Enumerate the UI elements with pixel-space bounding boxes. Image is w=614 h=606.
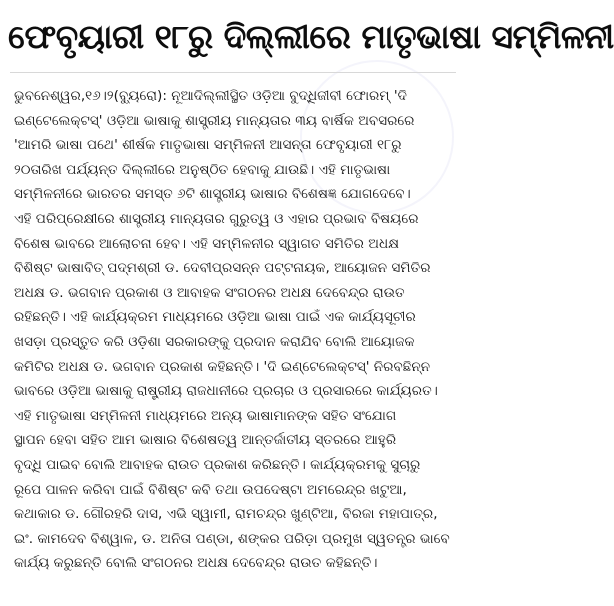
article-line-8: ବିଶିଷ୍ଟ ଭାଷାବିତ୍ ପଦ୍ମଶ୍ରୀ ଡ. ଦେବୀପ୍ରସନ୍ନ ପଟ୍ଟନାୟକ, ଆୟୋଜନ ସମିତିର — [14, 260, 431, 277]
article-line-3: 'ଆମରି ଭାଷା ପଥେ' ଶୀର୍ଷକ ମାତୃଭାଷା ସମ୍ମିଳନୀ ଆସନ୍ତା ଫେବୃୟାରୀ ୧୮ରୁ — [14, 137, 402, 154]
article-line-20: କାର୍ଯ୍ୟ କରୁଛନ୍ତି ବୋଲି ସଂଗଠନର ଅଧକ୍ଷ ଦେବେନ୍ଦ୍ର ରାଉତ କହିଛନ୍ତି। — [14, 555, 378, 572]
article-headline: ଫେବୃୟାରୀ ୧୮ରୁ ଦିଲ୍ଲୀରେ ମାତୃଭାଷା ସମ୍ମିଳନୀ — [8, 17, 614, 56]
article-line-16: ବୃଦ୍ଧି ପାଇବ ବୋଲି ଆବାହକ ରାଉତ ପ୍ରକାଶ କରିଛନ୍ତି। କାର୍ଯ୍ୟକ୍ରମକୁ ସୁଚାରୁ — [14, 456, 421, 473]
article-line-6: ଏହି ପରିପ୍ରେକ୍ଷୀରେ ଶାସ୍ତ୍ରୀୟ ମାନ୍ୟତାର ଗୁରୁତ୍ୱ ଓ ଏହାର ପ୍ରଭାବ ବିଷୟରେ — [14, 210, 419, 227]
article-line-18: କଥାକାର ଡ. ଗୌରହରି ଦାସ, ଏଭି ସ୍ୱାମୀ, ରାମଚନ୍ଦ୍ର ଖୁଣ୍ଟିଆ, ବିରଜା ମହାପାତ୍ର, — [14, 506, 438, 523]
article-line-7: ବିଶେଷ ଭାବରେ ଆଲୋଚନା ହେବ। ଏହି ସମ୍ମିଳନୀର ସ୍ୱାଗତ ସମିତିର ଅଧକ୍ଷ — [14, 235, 400, 252]
article-line-5: ସମ୍ମିଳନୀରେ ଭାରତର ସମସ୍ତ ୬ଟି ଶାସ୍ତ୍ରୀୟ ଭାଷାର ବିଶେଷଜ୍ଞ ଯୋଗଦେବେ। — [14, 186, 411, 203]
article-line-17: ରୂପେ ପାଳନ କରିବା ପାଇଁ ବିଶିଷ୍ଟ କବି ତଥା ଉପଦେଷ୍ଟା ଅମରେନ୍ଦ୍ର ଖଟୁଆ, — [14, 481, 407, 498]
article-line-9: ଅଧକ୍ଷ ଡ. ଭଗବାନ ପ୍ରକାଶ ଓ ଆବାହକ ସଂଗଠନର ଅଧକ୍ଷ ଦେବେନ୍ଦ୍ର ରାଉତ — [14, 284, 405, 301]
article-body — [14, 84, 454, 576]
article-line-2: ଇଣ୍ଟେଲେକ୍ଟସ୍' ଓଡ଼ିଆ ଭାଷାକୁ ଶାସ୍ତ୍ରୀୟ ମାନ୍ୟତାର ୩ୟ ବାର୍ଷିକ ଅବସରରେ — [14, 112, 415, 129]
article-line-19: ଇଂ. କାମଦେବ ବିଶ୍ୱାଳ, ଡ. ଅନିତା ପଣ୍ଡା, ଶଙ୍କର ପରିଡ଼ା ପ୍ରମୁଖ ସ୍ୱତନ୍ତ୍ର ଭାବେ — [14, 530, 450, 547]
article-line-12: କମିଟିର ଅଧକ୍ଷ ଡ. ଭଗବାନ ପ୍ରକାଶ କହିଛନ୍ତି। 'ଦି ଇଣ୍ଟେଲେକ୍ଟସ୍' ନିରବଛିନ୍ନ — [14, 358, 431, 375]
headline-divider — [10, 72, 456, 73]
article-line-4: ୨୦ତାରିଖ ପର୍ଯ୍ୟନ୍ତ ଦିଲ୍ଲୀରେ ଅନୁଷ୍ଠିତ ହେବାକୁ ଯାଉଛି। ଏହି ମାତୃଭାଷା — [14, 161, 391, 178]
article-line-10: ରହିଛନ୍ତି। ଏହି କାର୍ଯ୍ୟକ୍ରମ ମାଧ୍ୟମରେ ଓଡ଼ିଆ ଭାଷା ପାଇଁ ଏକ କାର୍ଯ୍ୟସୂଚୀର — [14, 309, 416, 326]
article-line-14: ଏହି ମାତୃଭାଷା ସମ୍ମିଳନୀ ମାଧ୍ୟମରେ ଅନ୍ୟ ଭାଷାମାନଙ୍କ ସହିତ ସଂଯୋଗ — [14, 407, 397, 424]
article-line-15: ସ୍ଥାପନ ହେବା ସହିତ ଆମ ଭାଷାର ବିଶେଷତ୍ୱ ଆନ୍ତର୍ଜାତୀୟ ସ୍ତରରେ ଆହୁରି — [14, 432, 397, 449]
article-line-11: ଖସଡ଼ା ପ୍ରସ୍ତୁତ କରି ଓଡ଼ିଶା ସରକାରଙ୍କୁ ପ୍ରଦାନ କରାଯିବ ବୋଲି ଆୟୋଜକ — [14, 333, 415, 350]
article-line-13: ଭାବରେ ଓଡ଼ିଆ ଭାଷାକୁ ରାଷ୍ଟ୍ରୀୟ ରାଜଧାନୀରେ ପ୍ରଚାର ଓ ପ୍ରସାରରେ କାର୍ଯ୍ୟରତ। — [14, 383, 438, 400]
article-line-1: ଭୁବନେଶ୍ୱର,୧୬।୨(ବ୍ୟୁରୋ): ନୂଆଦିଲ୍ଲୀସ୍ଥିତ ଓଡ଼ିଆ ବୁଦ୍ଧିଜୀବୀ ଫୋରମ୍ 'ଦି — [14, 88, 407, 104]
